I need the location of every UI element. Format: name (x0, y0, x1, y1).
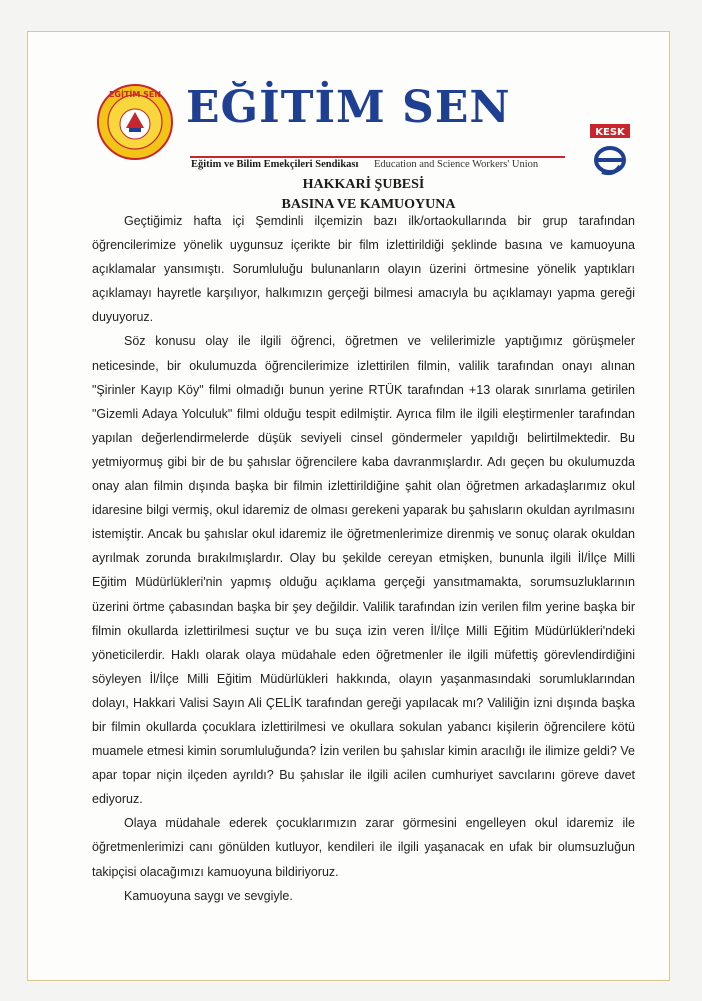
kesk-logo (588, 122, 632, 178)
letterhead (28, 32, 669, 182)
paragraph-2: Söz konusu olay ile ilgili öğrenci, öğretmen ve velilerimizle yaptığımız görüşmeler neticesinde, bir okulumuzda öğrencilerimize izlettirilen filmin, valilik tarafından onayı alınan "Şirinler Kayıp Köy" filmi olmadığı bunun yerine RTÜK tarafından +13 olarak sınırlama getirilen "Gizemli Adaya Yolculuk" filmi olduğu tespit edilmiştir. Ayrıca film ile ilgili eleştirmenler tarafından yapılan değerlendirmelerde düşük seviyeli cinsel göndermeler yapıldığı belirtilmektedir. Bu yetmiyormuş gibi bir de bu şahıslar öğrencilere kaba davranmışlardır. Adı geçen bu okulumuzda onay alan filmin dışında başka bir filmin izlettirildiğine şahit olan öğretmen arkadaşlarımız okul idaresine bilgi vermiş, okul idaremiz de olması gerekeni yaparak bu şahısların okuldan ayrılmasını istemiştir. Ancak bu şahıslar okul idaremiz ile öğretmenlerimize direnmiş ve sonuç olarak okuldan ayrılmak zorunda bırakılmışlardır. Olay bu şekilde cereyan etmişken, bununla ilgili İl/İlçe Milli Eğitim Müdürlükleri'nin yapmış olduğu açıklama gerçeği yansıtmamakta, sorumsuzluklarının üzerini örtme çabasından başka bir şey değildir. Valilik tarafından izin verilen film yerine başka bir filmin okullarda izlettirilmesi suçtur ve bu suça izin veren İl/İlçe Milli Eğitim Müdürlükleri'ndeki yöneticilerdir. Haklı olarak olaya müdahale eden öğretmenler ile ilgili müfettiş görevlendirdiğini söyleyen İl/İlçe Milli Eğitim Müdürlükleri hakkında, olayın yaşanmasındaki sorumluklarından dolayı, Hakkari Valisi Sayın Ali ÇELİK tarafından gereği yapılacak mı? Valiliğin izni dışında başka bir filmin okullarda çocuklara izlettirilmesi ve okullara sokulan yabancı kişilerin öğrencilere kötü muamele etmesi kimin sorumluluğunda? İzin verilen bu şahıslar kimin aracılığı ile ilimize geldi? Ve apar topar niçin ilçeden ayrıldı? Bu şahıslar ile ilgili acilen cumhuriyet savcılarını göreve davet ediyoruz. (92, 334, 635, 807)
brand-name: EĞİTİM SEN (186, 82, 511, 133)
svg-text:EĞİTİM SEN: EĞİTİM SEN (108, 90, 162, 99)
brand-divider (190, 156, 565, 158)
statement-body (92, 209, 635, 908)
egitim-sen-logo (96, 82, 174, 162)
paragraph-1: Geçtiğimiz hafta içi Şemdinli ilçemizin bazı ilk/ortaokullarında bir grup tarafından öğrencilerimize yönelik uygunsuz içerikte bir film izlettirildiği şeklinde basına ve kamuoyuna açıklamalar yansımıştı. Sorumluluğu bulunanların olayın üzerini örtmesine yönelik yaptıkları açıklamayı hayretle karşılıyor, halkımızın gerçeği bilmesi amacıyla bu açıklamayı yapma gereği duyuyoruz. (92, 214, 635, 325)
branch-title: HAKKARİ ŞUBESİ (302, 177, 425, 192)
paragraph-3: Olaya müdahale ederek çocuklarımızın zarar görmesini engelleyen okul idaremiz ile öğretmenlerimizi canı gönülden kutluyor, kendileri ile ilgili yaşanacak en ufak bir olumsuzluğun takipçisi olacağımızı kamuoyuna bildiriyoruz. (92, 816, 635, 879)
brand-subtitle-en: Education and Science Workers' Union (374, 159, 539, 170)
closing-line: Kamuoyuna saygı ve sevgiyle. (124, 888, 293, 903)
brand-subtitle-tr: Eğitim ve Bilim Emekçileri Sendikası (191, 159, 359, 170)
document-page (27, 31, 670, 981)
svg-text:KESK: KESK (595, 127, 625, 138)
press-title: BASINA VE KAMUOYUNA (281, 197, 456, 212)
